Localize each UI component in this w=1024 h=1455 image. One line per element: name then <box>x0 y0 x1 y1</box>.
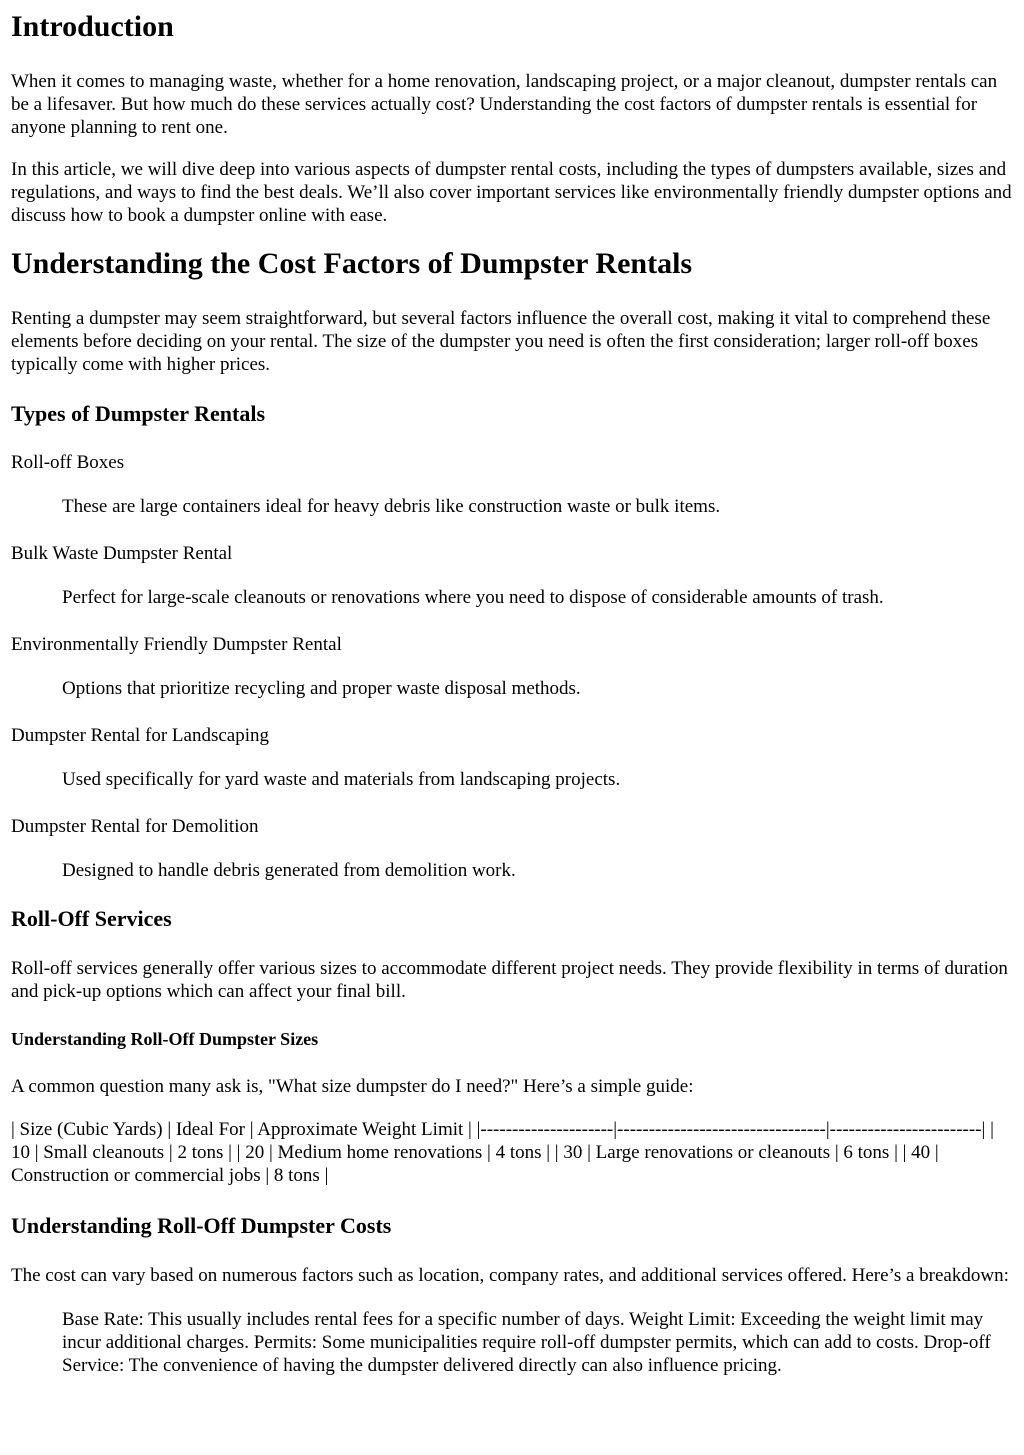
heading-types-of-dumpster-rentals: Types of Dumpster Rentals <box>11 401 266 426</box>
type-description: Designed to handle debris generated from demolition work. <box>62 860 516 881</box>
intro-paragraph-1: When it comes to managing waste, whether for a home renovation, landscaping project, or a major cleanout, dumpster rentals can be a lifesaver. But how much do these services actually cost? Understanding the cost factors of dumpster rentals is essential for anyone planning to rent one. <box>11 71 998 138</box>
heading-roll-off-sizes: Understanding Roll-Off Dumpster Sizes <box>11 1029 319 1049</box>
heading-introduction: Introduction <box>11 10 174 43</box>
intro-paragraph-2: In this article, we will dive deep into various aspects of dumpster rental costs, including the types of dumpsters available, sizes and regulations, and ways to find the best deals. We’ll also cover important services like environmentally friendly dumpster options and discuss how to book a dumpster online with ease. <box>11 159 1012 226</box>
type-description: These are large containers ideal for heavy debris like construction waste or bulk items. <box>62 496 721 517</box>
type-term: Roll-off Boxes <box>11 452 125 473</box>
sizes-table-text: | Size (Cubic Yards) | Ideal For | Approximate Weight Limit | |---------------------|---------------------------------|------------------------| | 10 | Small cleanouts | 2 tons | | 20 | Medium home renovations | 4 tons | | 30 | Large renovations or cleanouts | 6 tons | | 40 | Construction or commercial jobs | 8 tons | <box>11 1119 994 1186</box>
heading-roll-off-costs: Understanding Roll-Off Dumpster Costs <box>11 1213 392 1238</box>
type-term: Dumpster Rental for Demolition <box>11 816 259 837</box>
cost-factors-paragraph: Renting a dumpster may seem straightforward, but several factors influence the overall cost, making it vital to comprehend these elements before deciding on your rental. The size of the dumpster you need is often the first consideration; larger roll-off boxes typically come with higher prices. <box>11 308 991 375</box>
type-description: Options that prioritize recycling and proper waste disposal methods. <box>62 678 581 699</box>
type-term: Environmentally Friendly Dumpster Rental <box>11 634 342 655</box>
types-list <box>11 451 1013 882</box>
type-term: Bulk Waste Dumpster Rental <box>11 543 233 564</box>
sizes-question-paragraph: A common question many ask is, "What size dumpster do I need?" Here’s a simple guide: <box>11 1076 694 1097</box>
heading-cost-factors: Understanding the Cost Factors of Dumpster Rentals <box>11 247 693 280</box>
heading-roll-off-services: Roll-Off Services <box>11 906 172 931</box>
type-term: Dumpster Rental for Landscaping <box>11 725 270 746</box>
roll-off-paragraph: Roll-off services generally offer various sizes to accommodate different project needs. They provide flexibility in terms of duration and pick-up options which can affect your final bill. <box>11 958 1008 1002</box>
costs-breakdown: Base Rate: This usually includes rental fees for a specific number of days. Weight Limit: Exceeding the weight limit may incur additional charges. Permits: Some municipalities require roll-off dumpster permits, which can add to costs. Drop-off Service: The convenience of having the dumpster delivered directly can also influence pricing. <box>62 1309 991 1376</box>
costs-paragraph: The cost can vary based on numerous factors such as location, company rates, and additional services offered. Here’s a breakdown: <box>11 1265 1009 1286</box>
type-description: Perfect for large-scale cleanouts or renovations where you need to dispose of considerable amounts of trash. <box>62 587 884 608</box>
article <box>0 9 1024 1377</box>
type-description: Used specifically for yard waste and materials from landscaping projects. <box>62 769 621 790</box>
